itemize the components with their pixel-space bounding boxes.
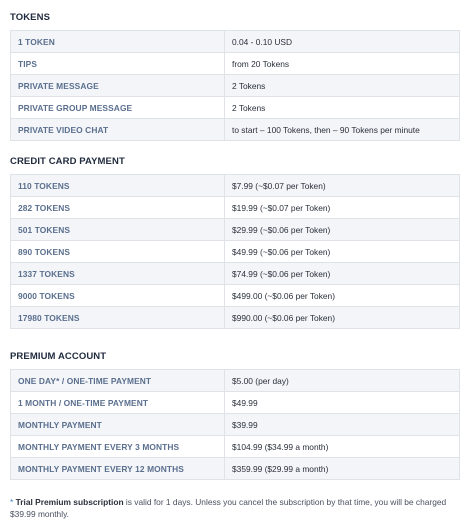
row-label: 501 TOKENS (11, 219, 225, 241)
row-label: 890 TOKENS (11, 241, 225, 263)
table-row (11, 119, 460, 141)
table-row (11, 31, 460, 53)
trial-footnote (10, 497, 462, 520)
row-value: $104.99 ($34.99 a month) (225, 436, 460, 458)
row-label: 1 MONTH / ONE-TIME PAYMENT (11, 392, 225, 414)
row-label: 282 TOKENS (11, 197, 225, 219)
table-row (11, 97, 460, 119)
row-value: $49.99 (~$0.06 per Token) (225, 241, 460, 263)
row-label: PRIVATE GROUP MESSAGE (11, 97, 225, 119)
footnote-text: is valid for 1 days. Unless you cancel the subscription by that time, you will be charged $39.99 monthly. (10, 497, 447, 519)
row-label: 1 TOKEN (11, 31, 225, 53)
table-row (11, 75, 460, 97)
row-value: $7.99 (~$0.07 per Token) (225, 175, 460, 197)
row-label: 9000 TOKENS (11, 285, 225, 307)
row-value: $74.99 (~$0.06 per Token) (225, 263, 460, 285)
row-value: from 20 Tokens (225, 53, 460, 75)
table-row (11, 219, 460, 241)
table-row (11, 436, 460, 458)
row-label: ONE DAY* / ONE-TIME PAYMENT (11, 370, 225, 392)
footnote-bold-text: Trial Premium subscription (15, 497, 124, 507)
premium-table (10, 369, 460, 480)
row-label: 110 TOKENS (11, 175, 225, 197)
table-row (11, 241, 460, 263)
table-row (11, 392, 460, 414)
table-row (11, 458, 460, 480)
tokens-table (10, 30, 460, 141)
row-label: MONTHLY PAYMENT (11, 414, 225, 436)
row-label: 17980 TOKENS (11, 307, 225, 329)
row-label: 1337 TOKENS (11, 263, 225, 285)
table-row (11, 53, 460, 75)
table-row (11, 263, 460, 285)
row-label: PRIVATE MESSAGE (11, 75, 225, 97)
table-row (11, 307, 460, 329)
row-label: MONTHLY PAYMENT EVERY 3 MONTHS (11, 436, 225, 458)
row-label: MONTHLY PAYMENT EVERY 12 MONTHS (11, 458, 225, 480)
row-value: $29.99 (~$0.06 per Token) (225, 219, 460, 241)
table-row (11, 370, 460, 392)
row-value: $39.99 (225, 414, 460, 436)
row-label: TIPS (11, 53, 225, 75)
row-value: $990.00 (~$0.06 per Token) (225, 307, 460, 329)
row-value: $19.99 (~$0.07 per Token) (225, 197, 460, 219)
premium-section-title: PREMIUM ACCOUNT (10, 351, 107, 362)
row-value: $359.99 ($29.99 a month) (225, 458, 460, 480)
table-row (11, 175, 460, 197)
row-value: $5.00 (per day) (225, 370, 460, 392)
credit-card-table (10, 174, 460, 329)
footnote-asterisk: * (10, 497, 14, 507)
tokens-section-title: TOKENS (10, 12, 51, 23)
row-value: 2 Tokens (225, 75, 460, 97)
row-value: to start – 100 Tokens, then – 90 Tokens per minute (225, 119, 460, 141)
row-value: 2 Tokens (225, 97, 460, 119)
table-row (11, 414, 460, 436)
row-value: 0.04 - 0.10 USD (225, 31, 460, 53)
table-row (11, 197, 460, 219)
table-row (11, 285, 460, 307)
row-label: PRIVATE VIDEO CHAT (11, 119, 225, 141)
row-value: $499.00 (~$0.06 per Token) (225, 285, 460, 307)
row-value: $49.99 (225, 392, 460, 414)
credit-card-section-title: CREDIT CARD PAYMENT (10, 156, 125, 167)
